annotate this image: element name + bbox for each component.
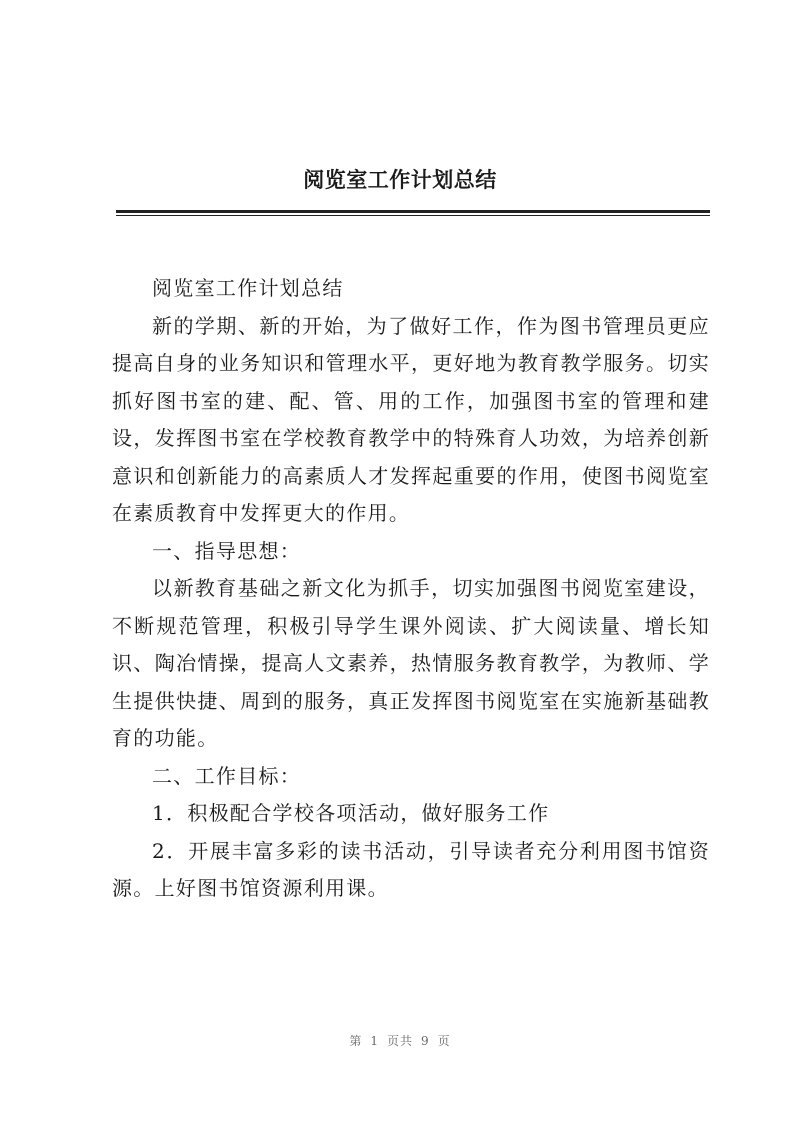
footer-page-number: 1	[370, 1034, 379, 1048]
paragraph-guiding-ideas: 以新教育基础之新文化为抓手，切实加强图书阅览室建设，不断规范管理，积极引导学生课外阅读、扩大阅读量、增长知识、陶冶情操，提高人文素养，热情服务教育教学，为教师、学生提供快捷、周到的服务，真正发挥图书阅览室在实施新基础教育的功能。	[112, 576, 710, 750]
document-title: 阅览室工作计划总结	[303, 168, 497, 192]
paragraph-intro: 新的学期、新的开始，为了做好工作，作为图书管理员更应提高自身的业务知识和管理水平，更好地为教育教学服务。切实抓好图书室的建、配、管、用的工作，加强图书室的管理和建设，发挥图书室在学校教育教学中的特殊育人功效，为培养创新意识和创新能力的高素质人才发挥起重要的作用，使图书阅览室在素质教育中发挥更大的作用。	[112, 313, 710, 525]
page-footer	[0, 1032, 800, 1049]
section-heading-work-goals: 二、工作目标：	[152, 763, 302, 788]
section-heading-guiding-ideas: 一、指导思想：	[152, 538, 302, 563]
goal-item-1: 1．积极配合学校各项活动，做好服务工作	[152, 801, 550, 825]
title-divider-thick	[116, 210, 710, 213]
goal-item-2: 2．开展丰富多彩的读书活动，引导读者充分利用图书馆资源。上好图书馆资源利用课。	[112, 838, 710, 900]
footer-total-pages: 9	[421, 1034, 430, 1048]
title-divider-thin	[116, 215, 710, 216]
document-body	[112, 270, 710, 908]
footer-suffix: 页	[437, 1034, 451, 1048]
footer-middle: 页共	[386, 1034, 413, 1048]
footer-prefix: 第	[349, 1034, 363, 1048]
paragraph-heading: 阅览室工作计划总结	[152, 276, 344, 300]
